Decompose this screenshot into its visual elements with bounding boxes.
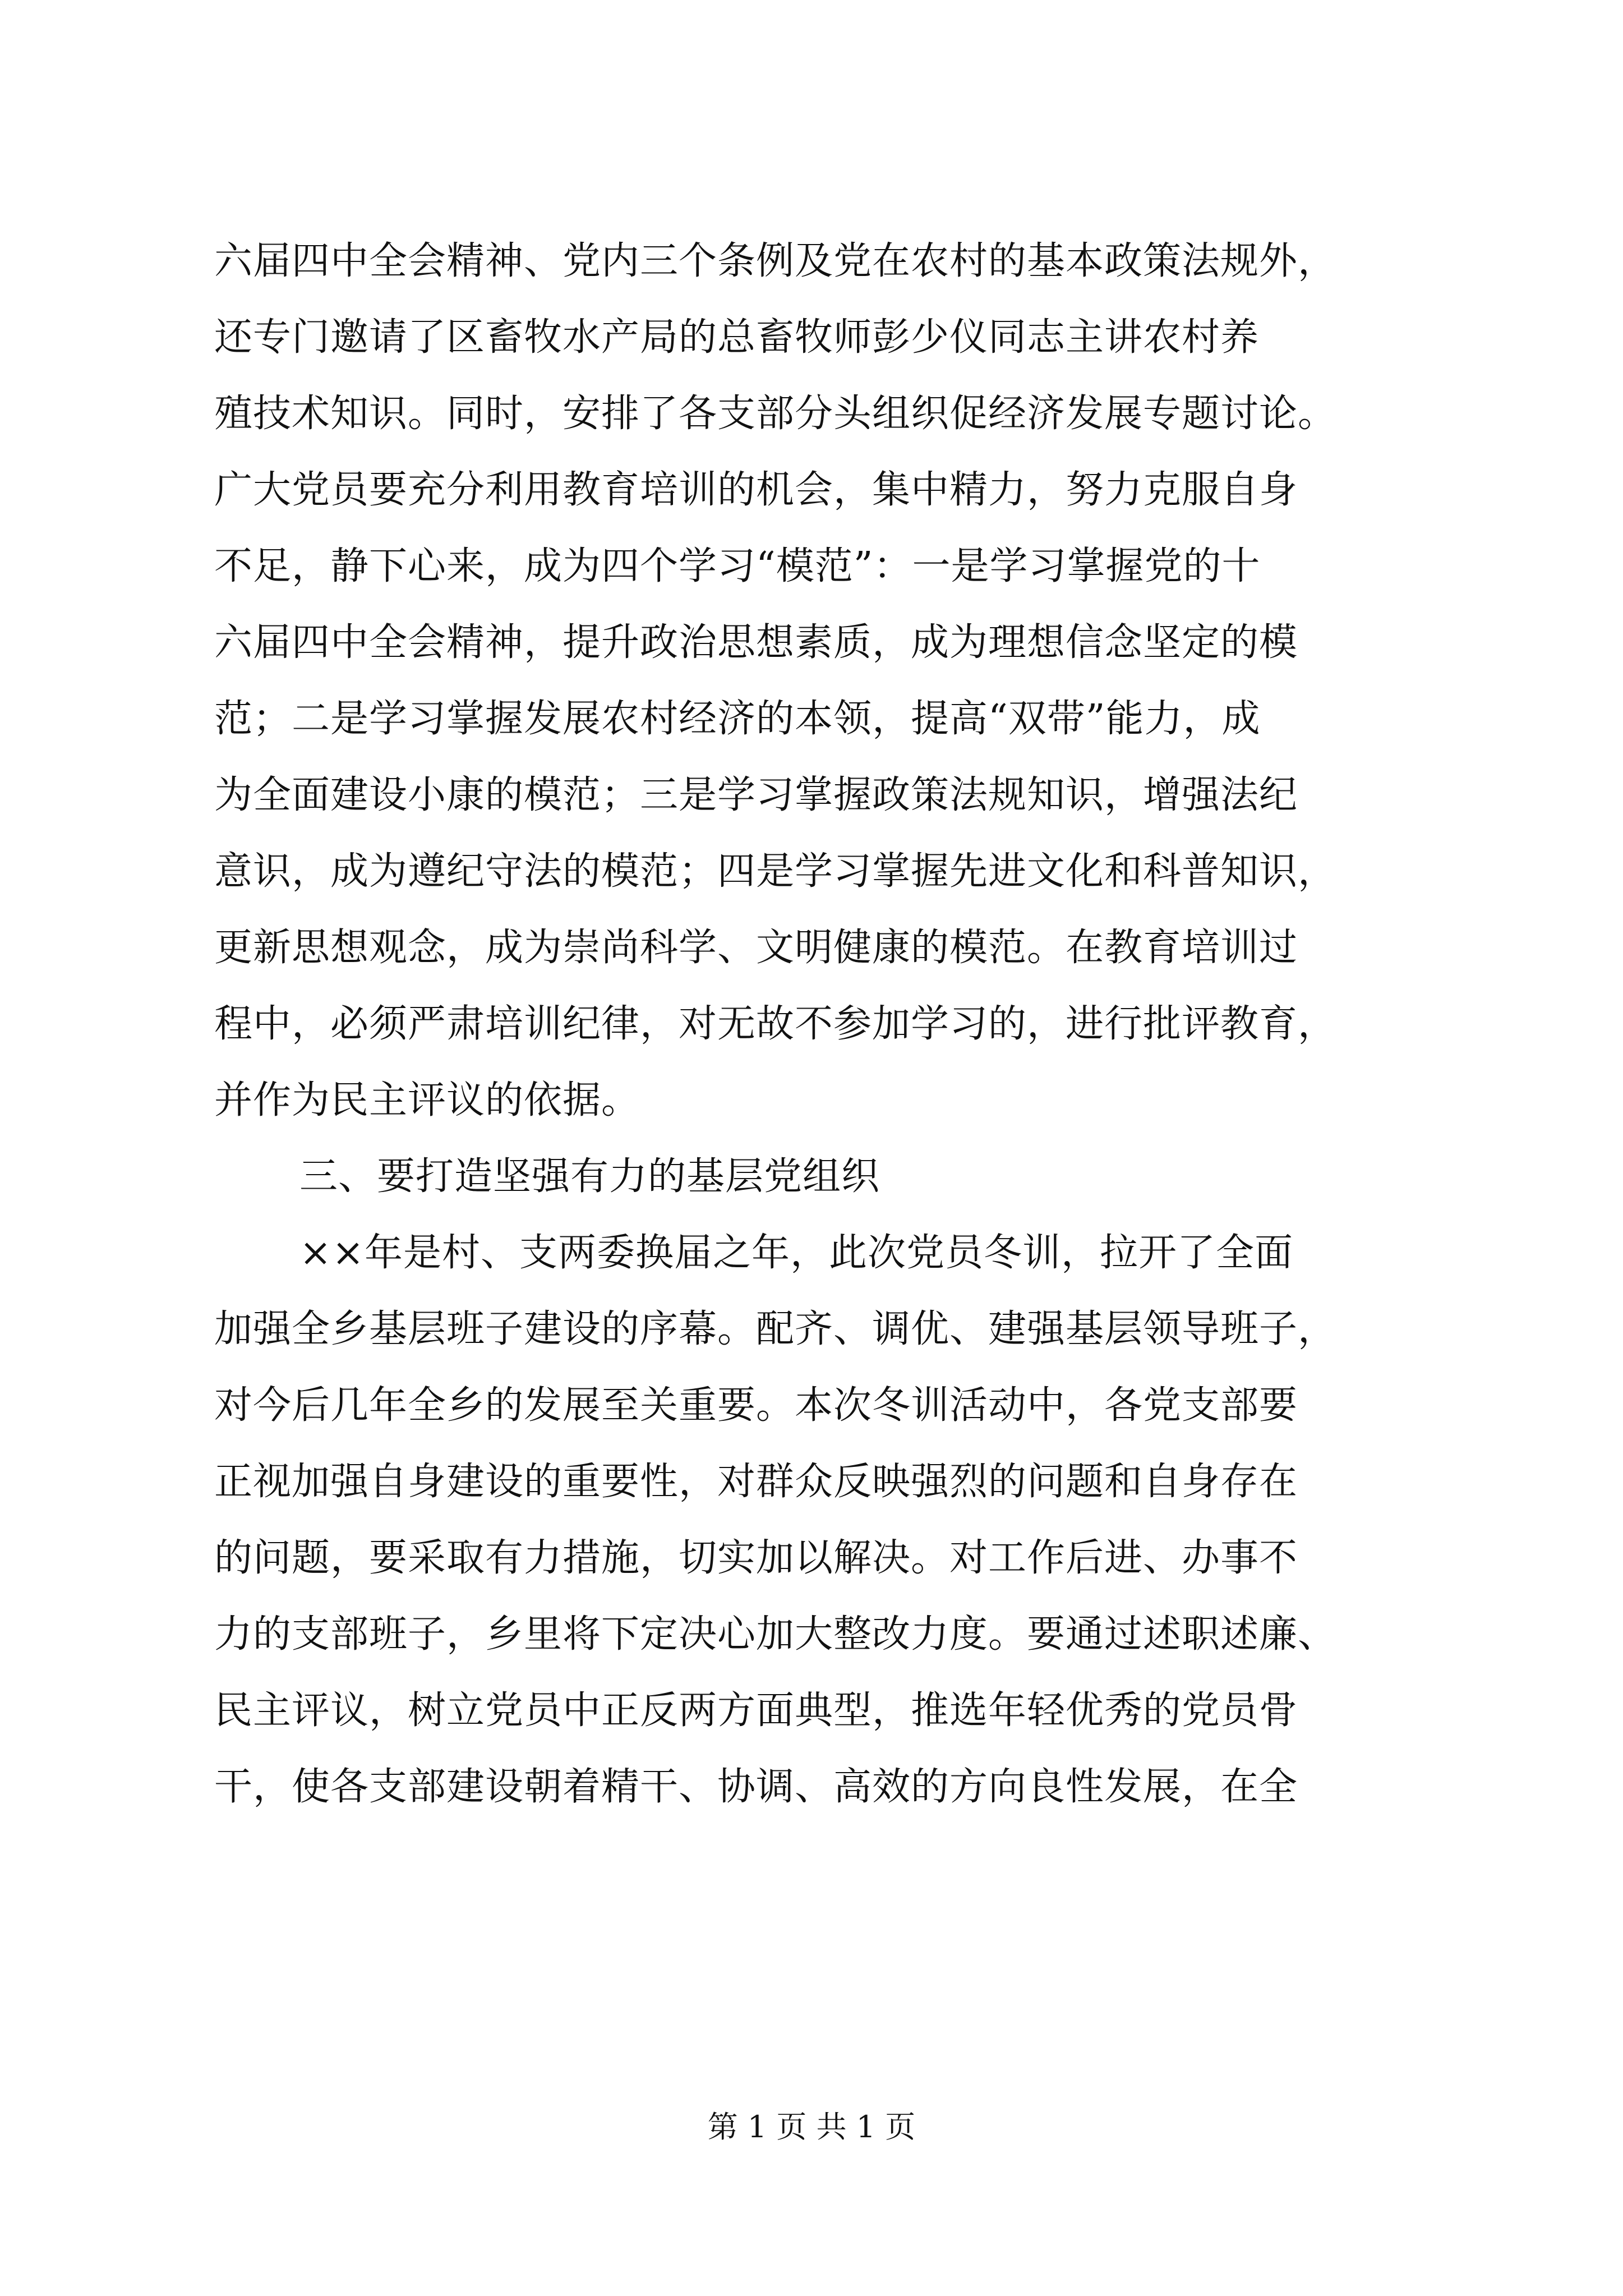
paragraph-line: 广大党员要充分利用教育培训的机会，集中精力，努力克服自身 <box>214 468 1298 512</box>
paragraph-line-indented: 三、要打造坚强有力的基层党组织 <box>299 1154 880 1199</box>
body-text <box>214 223 1431 1825</box>
paragraph-line: 不足，静下心来，成为四个学习“模范”：一是学习掌握党的十 <box>214 544 1261 588</box>
paragraph-line: 为全面建设小康的模范；三是学习掌握政策法规知识，增强法纪 <box>214 773 1298 817</box>
paragraph-line: 意识，成为遵纪守法的模范；四是学习掌握先进文化和科普知识， <box>214 849 1337 894</box>
paragraph-line: 力的支部班子，乡里将下定决心加大整改力度。要通过述职述廉、 <box>214 1612 1337 1657</box>
paragraph-line: 程中，必须严肃培训纪律，对无故不参加学习的，进行批评教育， <box>214 1002 1337 1046</box>
paragraph-line-indented: ××年是村、支两委换届之年，此次党员冬训，拉开了全面 <box>299 1231 1293 1275</box>
paragraph-line: 范；二是学习掌握发展农村经济的本领，提高“双带”能力，成 <box>214 697 1261 741</box>
paragraph-line: 更新思想观念，成为崇尚科学、文明健康的模范。在教育培训过 <box>214 926 1298 970</box>
paragraph-line: 还专门邀请了区畜牧水产局的总畜牧师彭少仪同志主讲农村养 <box>214 315 1260 360</box>
paragraph-line: 对今后几年全乡的发展至关重要。本次冬训活动中，各党支部要 <box>214 1383 1298 1428</box>
paragraph-line: 殖技术知识。同时，安排了各支部分头组织促经济发展专题讨论。 <box>214 392 1337 436</box>
paragraph-line: 六届四中全会精神，提升政治思想素质，成为理想信念坚定的模 <box>214 620 1298 665</box>
paragraph-line: 民主评议，树立党员中正反两方面典型，推选年轻优秀的党员骨 <box>214 1688 1298 1733</box>
paragraph-line: 干，使各支部建设朝着精干、协调、高效的方向良性发展，在全 <box>214 1765 1298 1809</box>
paragraph-line: 正视加强自身建设的重要性，对群众反映强烈的问题和自身存在 <box>214 1460 1298 1504</box>
paragraph-line: 加强全乡基层班子建设的序幕。配齐、调优、建强基层领导班子， <box>214 1307 1337 1351</box>
paragraph-line: 并作为民主评议的依据。 <box>214 1078 640 1122</box>
paragraph-line: 的问题，要采取有力措施，切实加以解决。对工作后进、办事不 <box>214 1536 1298 1580</box>
paragraph-line: 六届四中全会精神、党内三个条例及党在农村的基本政策法规外， <box>214 239 1337 283</box>
page-footer: 第 1 页 共 1 页 <box>707 2109 916 2145</box>
